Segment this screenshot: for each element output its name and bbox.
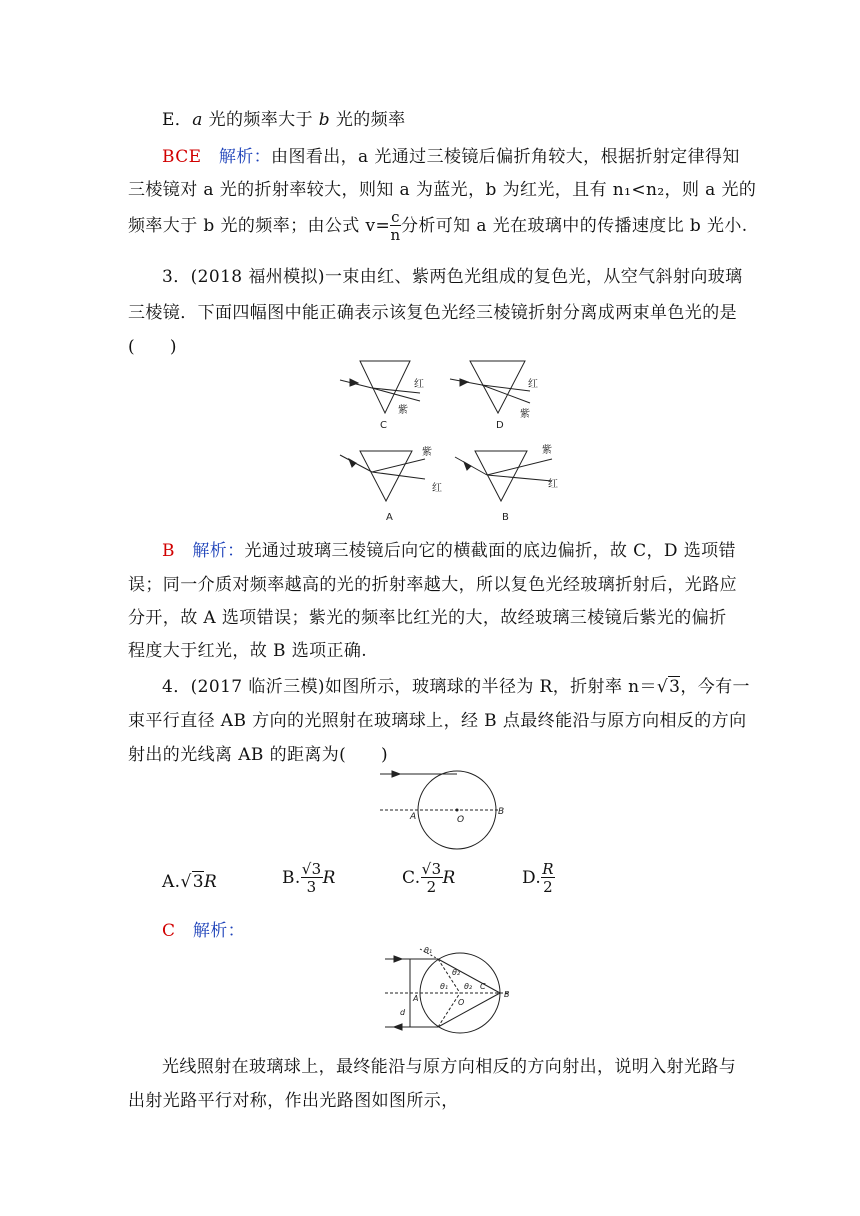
q4-option-b: B. $\frac{√3}{3}$ R [282,860,336,896]
svg-text:红: 红 [432,483,442,494]
q4-option-d: D. $\frac{R}{2}$ [522,860,554,896]
svg-text:红: 红 [548,479,558,490]
analysis-label: 解析： [192,541,245,561]
q4-text-line1: 光线照射在玻璃球上，最终能沿与原方向相反的方向射出，说明入射光路与 [162,1057,737,1077]
glass-sphere-diagram [370,765,520,855]
q4-line3: 射出的光线离 AB 的距离为( ) [128,745,389,765]
q4-option-a: A.√3R [162,872,218,892]
svg-text:θ₂: θ₂ [464,982,473,991]
svg-text:紫: 紫 [398,405,408,416]
prism-a [340,451,425,501]
fraction-c-over-n: $\frac{c}{n}$ [390,208,401,244]
svg-text:O: O [458,998,465,1007]
answer-key: B [162,541,175,561]
svg-text:紫: 紫 [542,445,552,456]
q4-answer [162,916,245,941]
svg-text:B: B [498,807,505,817]
q3-answer-line2: 误；同一介质对频率越高的光的折射率越大，所以复色光经玻璃折射后，光路应 [128,575,737,595]
svg-text:θ₁: θ₁ [424,946,433,955]
svg-text:紫: 紫 [520,409,530,420]
q2-answer-line3: 频率大于 b 光的频率；由公式 v= $\frac{c}{n}$ 分析可知 a 光在玻璃中的传播速度比 b 光小. [128,208,748,244]
svg-text:D: D [496,420,504,431]
light-path-diagram [380,945,520,1035]
svg-text:C: C [380,420,387,431]
svg-text:A: A [386,512,393,523]
svg-text:O: O [457,815,465,825]
q3-answer-line1: B 解析：光通过玻璃三棱镜后向它的横截面的底边偏折，故 C，D 选项错 [162,541,736,561]
q4-line1: 4．(2017 临沂三模)如图所示，玻璃球的半径为 R，折射率 n＝√3，今有一 [162,677,750,697]
svg-text:A: A [413,994,419,1003]
svg-text:紫: 紫 [422,447,432,458]
svg-text:B: B [504,990,510,999]
analysis-label: 解析： [192,921,246,941]
q2-answer-line2: 三棱镜对 a 光的折射率较大，则知 a 为蓝光，b 为红光，且有 n₁<n₂，则 a 光的 [128,180,757,200]
q4-line2: 束平行直径 AB 方向的光照射在玻璃球上，经 B 点最终能沿与原方向相反的方向 [128,711,747,731]
option-e: E．a 光的频率大于 b 光的频率 [162,110,406,130]
prism-b [455,451,552,501]
svg-text:θ₂: θ₂ [452,968,461,977]
q4-text-line2: 出射光路平行对称，作出光路图如图所示， [128,1091,459,1111]
prism-d [450,361,530,413]
svg-text:红: 红 [528,379,538,390]
prism-diagrams [330,355,570,525]
q3-line2: 三棱镜．下面四幅图中能正确表示该复色光经三棱镜折射分离成两束单色光的是 [128,303,737,323]
prism-c [340,361,420,413]
svg-text:d: d [400,1008,406,1017]
q3-line1: 3．(2018 福州模拟)一束由红、紫两色光组成的复色光，从空气斜射向玻璃 [162,267,743,287]
q4-option-c: C. $\frac{√3}{2}$ R [402,860,456,896]
answer-key: BCE [162,147,202,167]
svg-text:θ₁: θ₁ [440,982,449,991]
svg-text:B: B [502,512,509,523]
q2-answer-line1: BCE 解析：由图看出，a 光通过三棱镜后偏折角较大，根据折射定律得知 [162,147,740,167]
answer-key: C [162,921,176,941]
analysis-label: 解析： [218,147,272,167]
arrow-icon [350,379,358,386]
svg-text:红: 红 [414,379,424,390]
q3-answer-line3: 分开，故 A 选项错误；紫光的频率比红光的大，故经玻璃三棱镜后紫光的偏折 [128,608,727,628]
arrow-icon [392,771,400,777]
svg-text:C: C [480,982,486,991]
q3-line3: ( ) [128,337,177,357]
q3-answer-line4: 程度大于红光，故 B 选项正确. [128,641,368,661]
svg-text:A: A [410,812,417,822]
